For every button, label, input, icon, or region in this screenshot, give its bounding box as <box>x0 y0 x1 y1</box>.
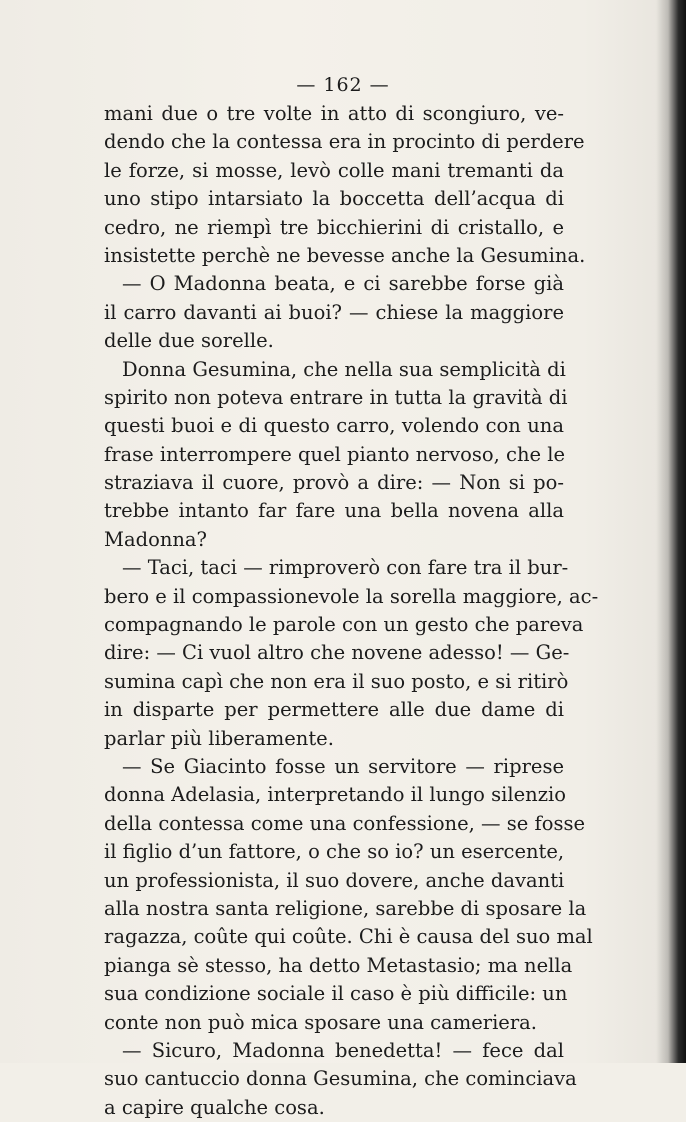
page-number: — 162 — <box>296 74 390 96</box>
text-line: cedro, ne riempì tre bicchierini di cristallo, e <box>104 215 564 239</box>
text-line: — Taci, taci — rimproverò con fare tra il bur- <box>122 556 569 580</box>
page-edge-shadow <box>656 0 686 1063</box>
text-line: dendo che la contessa era in procinto di perdere <box>104 130 585 154</box>
text-line: il figlio d’un fattore, o che so io? un esercente, <box>104 840 565 864</box>
text-line: sumina capì che non era il suo posto, e si ritirò <box>104 669 569 693</box>
text-line: a capire qualche cosa. <box>104 1095 325 1119</box>
text-line: sua condizione sociale il caso è più difficile: un <box>104 982 568 1006</box>
text-line: — Sicuro, Madonna benedetta! — fece dal <box>122 1038 564 1062</box>
text-line: le forze, si mosse, levò colle mani tremanti da <box>104 158 564 182</box>
text-line: bero e il compassionevole la sorella maggiore, ac- <box>104 584 599 608</box>
text-line: pianga sè stesso, ha detto Metastasio; ma nella <box>104 953 573 977</box>
text-line: della contessa come una confessione, — se fosse <box>104 811 586 835</box>
text-line: — Se Giacinto fosse un servitore — riprese <box>122 754 564 778</box>
text-line: conte non può mica sposare una cameriera. <box>104 1010 537 1034</box>
text-line: frase interrompere quel pianto nervoso, che le <box>104 442 566 466</box>
text-line: parlar più liberamente. <box>104 726 334 750</box>
text-line: uno stipo intarsiato la boccetta dell’acqua di <box>104 187 564 211</box>
text-line: questi buoi e di questo carro, volendo con una <box>104 414 564 438</box>
text-line: dire: — Ci vuol altro che novene adesso! — Ge- <box>104 641 570 665</box>
text-line: mani due o tre volte in atto di scongiuro, ve- <box>104 102 564 125</box>
text-line: Madonna? <box>104 527 208 551</box>
text-line: delle due sorelle. <box>104 329 274 353</box>
text-line: donna Adelasia, interpretando il lungo silenzio <box>104 783 566 807</box>
text-line: trebbe intanto far fare una bella novena alla <box>104 499 564 523</box>
text-line: in disparte per permettere alle due dame di <box>104 698 564 722</box>
text-line: Donna Gesumina, che nella sua semplicità di <box>122 357 566 381</box>
text-line: ragazza, coûte qui coûte. Chi è causa del suo mal <box>104 925 593 949</box>
body-text <box>104 100 599 1122</box>
text-line: un professionista, il suo dovere, anche davanti <box>104 868 565 892</box>
text-line: suo cantuccio donna Gesumina, che cominciava <box>104 1067 577 1091</box>
text-line: compagnando le parole con un gesto che pareva <box>104 613 584 637</box>
text-line: il carro davanti ai buoi? — chiese la maggiore <box>104 300 564 324</box>
text-line: straziava il cuore, provò a dire: — Non si po- <box>104 471 564 495</box>
text-line: — O Madonna beata, e ci sarebbe forse già <box>122 272 564 296</box>
text-line: insistette perchè ne bevesse anche la Gesumina. <box>104 243 586 267</box>
text-line: alla nostra santa religione, sarebbe di sposare la <box>104 896 587 920</box>
text-line: spirito non poteva entrare in tutta la gravità di <box>104 385 568 409</box>
